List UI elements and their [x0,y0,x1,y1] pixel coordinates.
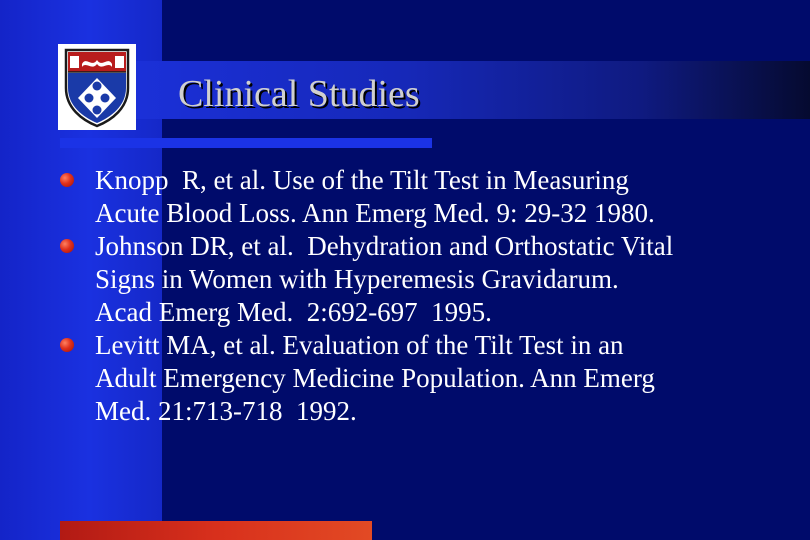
list-item [60,164,780,230]
bullet-icon [60,239,74,253]
bottom-accent-bar [60,521,372,540]
university-shield-icon [58,44,136,130]
bullet-line: Johnson DR, et al. Dehydration and Orthostatic Vital [95,231,674,261]
bullet-line: Levitt MA, et al. Evaluation of the Tilt Test in an [95,330,624,360]
bullet-line: Knopp R, et al. Use of the Tilt Test in Measuring [95,165,629,195]
bullet-line: Med. 21:713-718 1992. [95,396,357,426]
list-item [60,230,780,329]
list-item [60,329,780,428]
bullet-line: Acute Blood Loss. Ann Emerg Med. 9: 29-32 1980. [95,198,655,228]
slide-title: Clinical Studies [178,73,420,115]
bullet-icon [60,173,74,187]
title-underline [60,138,432,148]
bullet-line: Adult Emergency Medicine Population. Ann Emerg [95,363,655,393]
university-logo [58,44,136,130]
bullet-list [60,164,780,428]
bullet-line: Acad Emerg Med. 2:692-697 1995. [95,297,492,327]
bullet-line: Signs in Women with Hyperemesis Gravidarum. [95,264,619,294]
bullet-icon [60,338,74,352]
